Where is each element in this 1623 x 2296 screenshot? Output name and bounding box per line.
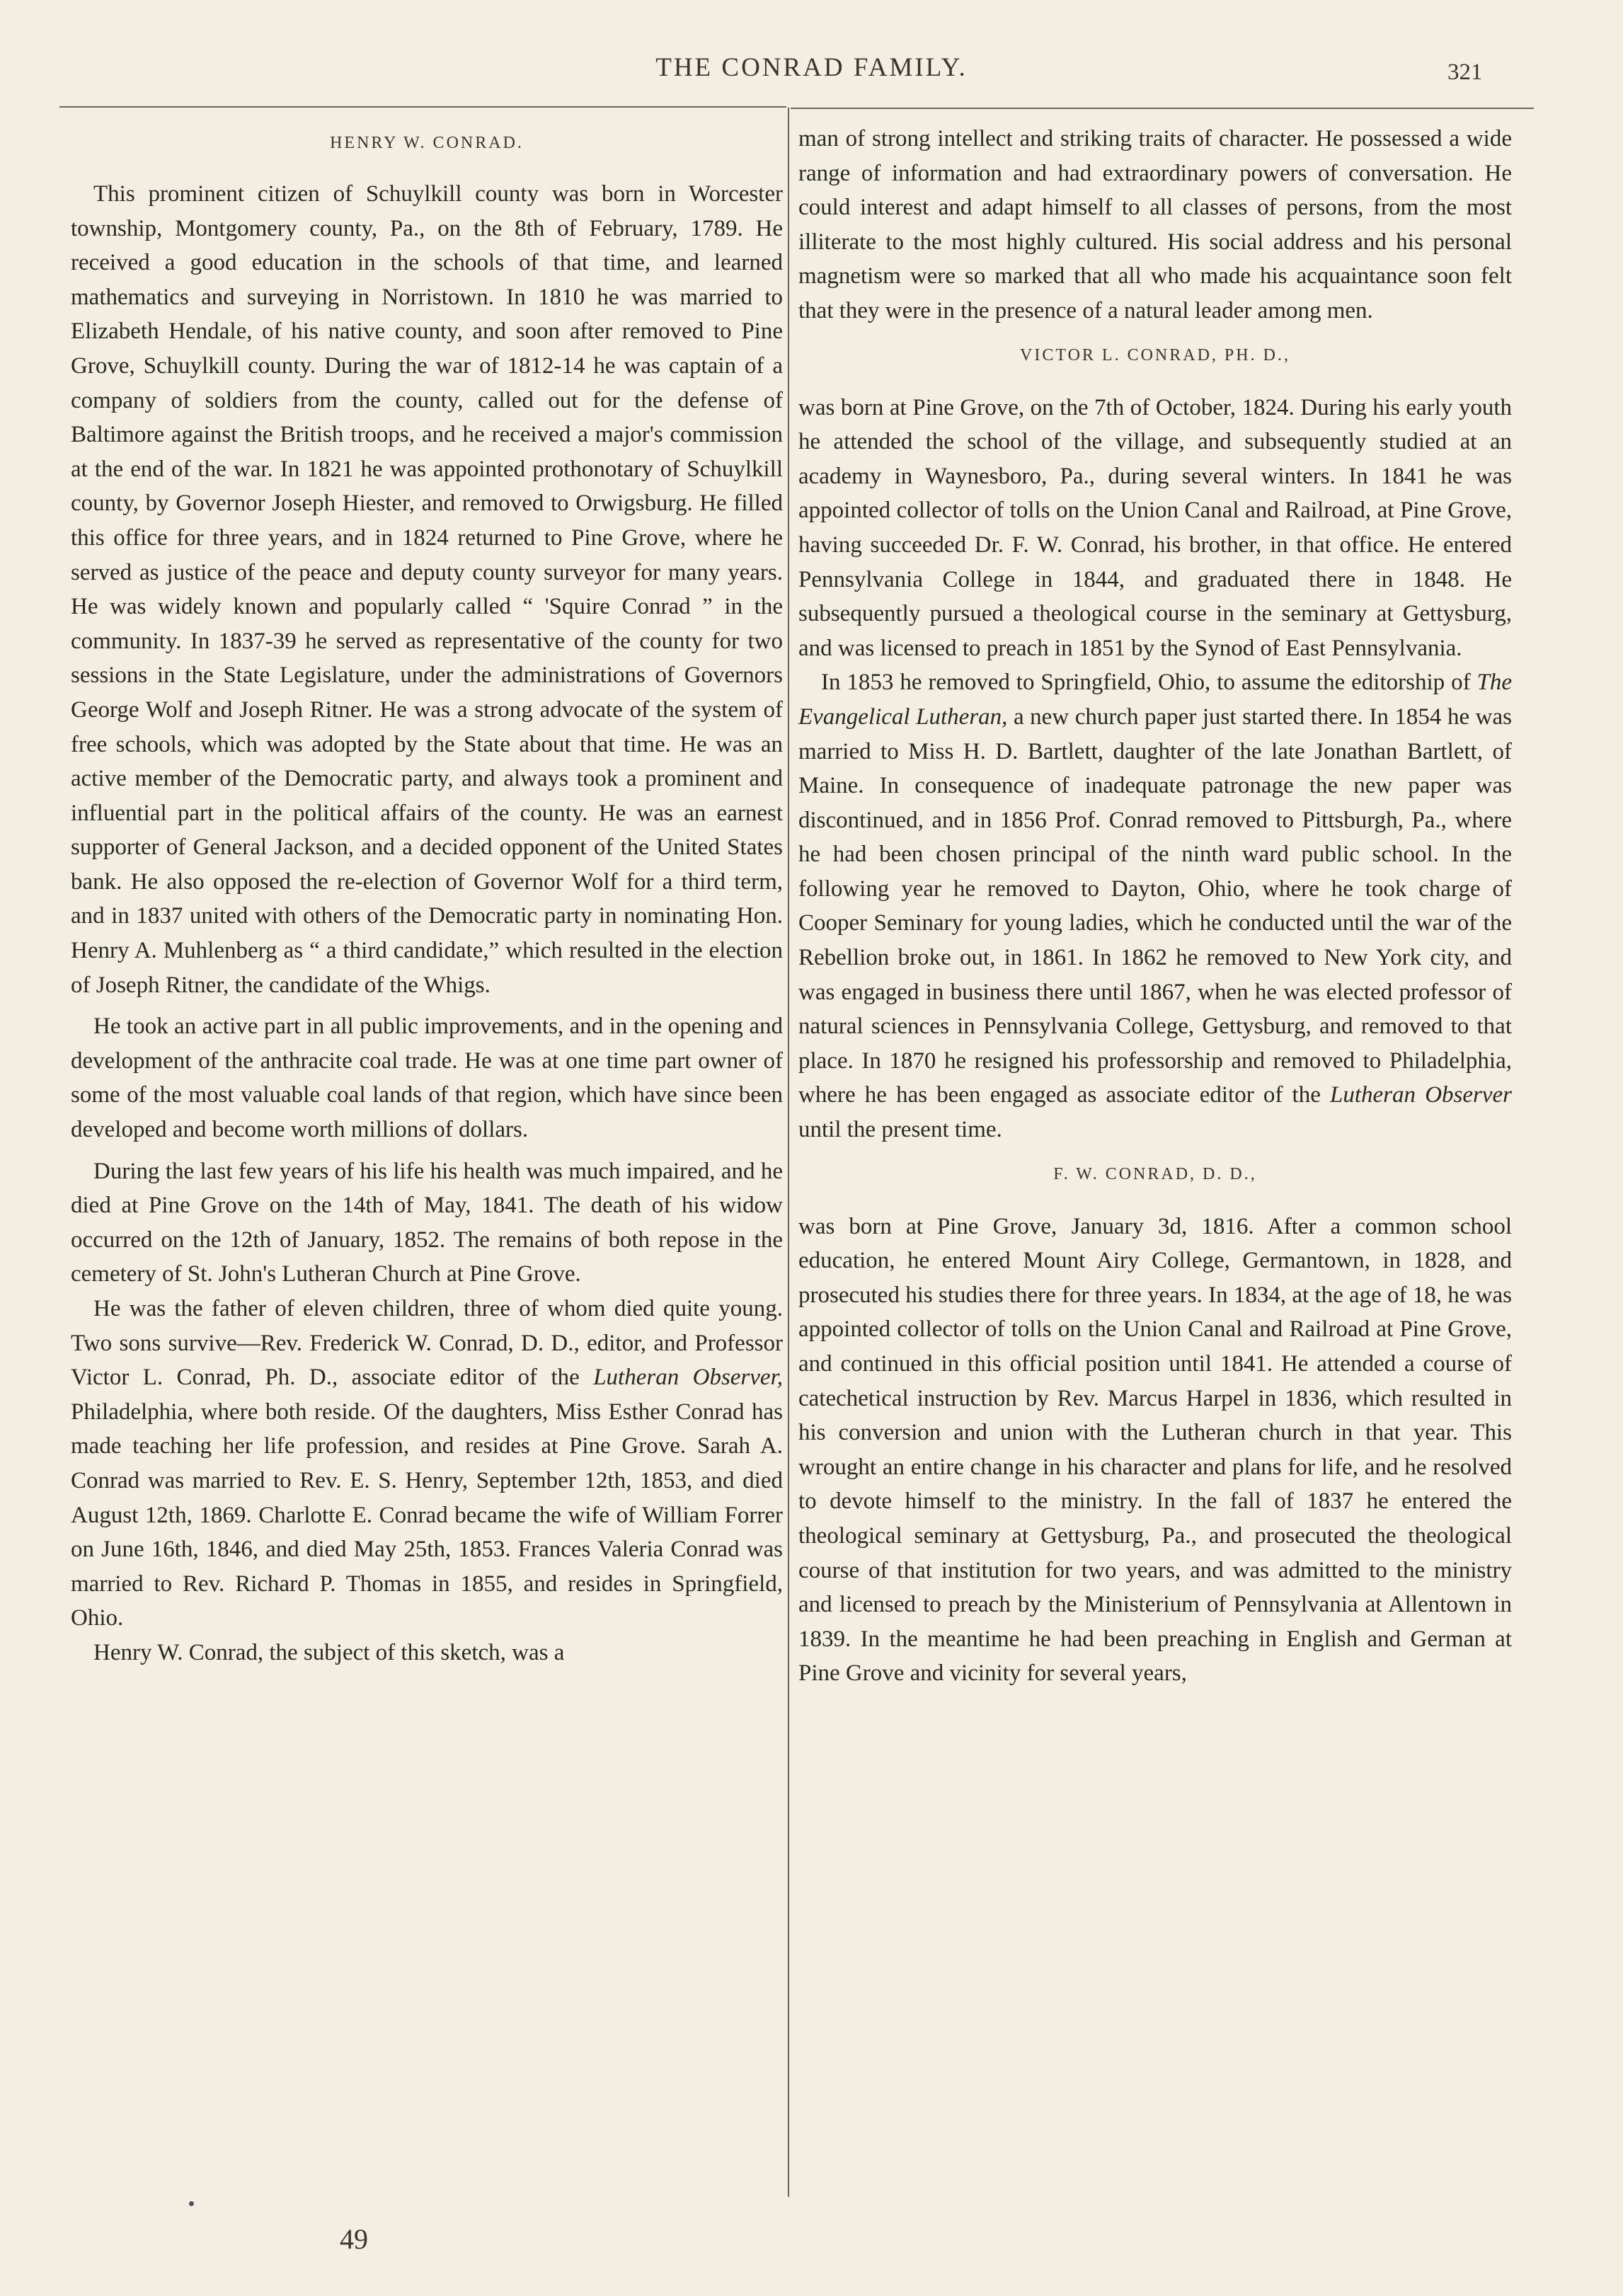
paragraph: During the last few years of his life his health was much impaired, and he died at Pine Grove on the 14th of May, 1841. The death of his widow occurred on the 12th of January, 1852. The remains of both repose in the cemetery of St. John's Lutheran Church at Pine Grove. bbox=[71, 1158, 783, 1287]
header-rule-left bbox=[59, 106, 786, 108]
right-column bbox=[798, 122, 1512, 1691]
text-run: Philadelphia, where both reside. Of the daughters, Miss Esther Conrad has made teaching her life profession, and resides at Pine Grove. Sarah A. Conrad was married to Rev. E. S. Henry, September 12th, 1853, and died August 12th, 1869. Charlotte E. Conrad became the wife of William Forrer on June 16th, 1846, and died May 25th, 1853. Frances Valeria Conrad was married to Rev. Richard P. Thomas in 1855, and resides in Springfield, Ohio. bbox=[71, 1399, 783, 1631]
header-rule-right bbox=[791, 108, 1534, 109]
folio: 49 bbox=[340, 2223, 368, 2255]
left-column bbox=[71, 122, 783, 1670]
column-divider bbox=[788, 108, 789, 2197]
printer-mark bbox=[189, 2201, 194, 2206]
italic-title: Lutheran Observer bbox=[1330, 1082, 1512, 1108]
text-run: until the present time. bbox=[798, 1117, 1002, 1143]
text-run: a new church paper just started there. In 1854 he was married to Miss H. D. Bartlett, daughter of the late Jonathan Bartlett, of Maine. In consequence of inadequate patronage the new paper was discontinued, and in 1856 Prof. Conrad removed to Pittsburgh, Pa., where he had been chosen principal of the ninth ward public school. In the following year he removed to Dayton, Ohio, where he took charge of Cooper Seminary for young ladies, which he conducted until the war of the Rebellion broke out, in 1861. In 1862 he removed to New York city, and was engaged in business there until 1867, when he was elected professor of natural sciences in Pennsylvania College, Gettysburg, and removed to that place. In 1870 he resigned his professorship and removed to Philadelphia, where he has been engaged as associate editor of the bbox=[798, 704, 1512, 1108]
paragraph bbox=[798, 665, 1512, 1147]
paragraph: was born at Pine Grove, January 3d, 1816. After a common school education, he entered Mount Airy College, Germantown, in 1828, and prosecuted his studies there for three years. In 1834, at the age of 18, he was appointed collector of tolls on the Union Canal and Railroad at Pine Grove, and continued in this official position until 1841. He attended a course of catechetical instruction by Rev. Marcus Harpel in 1836, which resulted in his conversion and union with the Lutheran church in that year. This wrought an entire change in his character and plans for life, and he resolved to devote himself to the ministry. In the fall of 1837 he entered the theological seminary at Gettysburg, Pa., and prosecuted the theological course of that institution for two years, and was admitted to the ministry and licensed to preach by the Ministerium of Pennsylvania at Allentown in 1839. In the meantime he had been preaching in English and German at Pine Grove and vicinity for several years, bbox=[798, 1213, 1512, 1687]
page-number: 321 bbox=[1447, 59, 1483, 85]
paragraph: Henry W. Conrad, the subject of this sketch, was a bbox=[93, 1639, 565, 1665]
paragraph bbox=[71, 1292, 783, 1636]
paragraph: He took an active part in all public improvements, and in the opening and development of the anthracite coal trade. He was at one time part owner of some of the most valuable coal lands of that region, which have since been developed and become worth millions of dollars. bbox=[71, 1014, 783, 1143]
section-heading-fw-conrad: F. W. CONRAD, D. D., bbox=[1053, 1164, 1257, 1183]
section-heading-victor-conrad: VICTOR L. CONRAD, PH. D., bbox=[1020, 345, 1290, 365]
section-heading-henry-conrad: HENRY W. CONRAD. bbox=[330, 134, 524, 152]
text-run: In 1853 he removed to Springfield, Ohio, to assume the editorship of bbox=[821, 670, 1477, 696]
italic-title: Lutheran Observer, bbox=[593, 1365, 784, 1391]
running-head: THE CONRAD FAMILY. bbox=[655, 53, 968, 82]
text-run: He was the father of eleven children, three of whom died quite young. Two sons survive—Rev. Frederick W. Conrad, D. D., editor, and Professor Victor L. Conrad, Ph. D., associate editor of the bbox=[71, 1296, 783, 1391]
paragraph: This prominent citizen of Schuylkill county was born in Worcester township, Montgomery county, Pa., on the 8th of February, 1789. He received a good education in the schools of that time, and learned mathematics and surveying in Norristown. In 1810 he was married to Elizabeth Hendale, of his native county, and soon after removed to Pine Grove, Schuylkill county. During the war of 1812-14 he was captain of a company of soldiers from the county, called out for the defense of Baltimore against the British troops, and he received a major's commission at the end of the war. In 1821 he was appointed prothonotary of Schuylkill county, by Governor Joseph Hiester, and removed to Orwigsburg. He filled this office for three years, and in 1824 returned to Pine Grove, where he served as justice of the peace and deputy county surveyor for many years. He was widely known and popularly called “ 'Squire Conrad ” in the community. In 1837-39 he served as representative of the county for two sessions in the State Legislature, under the administrations of Governors George Wolf and Joseph Ritner. He was a strong advocate of the system of free schools, which was adopted by the State about that time. He was an active member of the Democratic party, and always took a prominent and influential part in the political affairs of the county. He was an earnest supporter of General Jackson, and a decided opponent of the United States bank. He also opposed the re-election of Governor Wolf for a third term, and in 1837 united with others of the Democratic party in nominating Hon. Henry A. Muhlenberg as “ a third candidate,” which resulted in the election of Joseph Ritner, the candidate of the Whigs. bbox=[71, 181, 783, 998]
italic-title: The Evangelical Lutheran, bbox=[798, 670, 1512, 730]
paragraph: was born at Pine Grove, on the 7th of October, 1824. During his early youth he attended the school of the village, and subsequently studied at an academy in Waynesboro, Pa., during several winters. In 1841 he was appointed collector of tolls on the Union Canal and Railroad, at Pine Grove, having succeeded Dr. F. W. Conrad, his brother, in that office. He entered Pennsylvania College in 1844, and graduated there in 1848. He subsequently pursued a theological course in the seminary at Gettysburg, and was licensed to preach in 1851 by the Synod of East Pennsylvania. bbox=[798, 394, 1512, 661]
paragraph: man of strong intellect and striking traits of character. He possessed a wide range of information and had extraordinary powers of conversation. He could interest and adapt himself to all classes of persons, from the most illiterate to the most highly cultured. His social address and his personal magnetism were so marked that all who made his acquaintance soon felt that they were in the presence of a natural leader among men. bbox=[798, 126, 1512, 323]
